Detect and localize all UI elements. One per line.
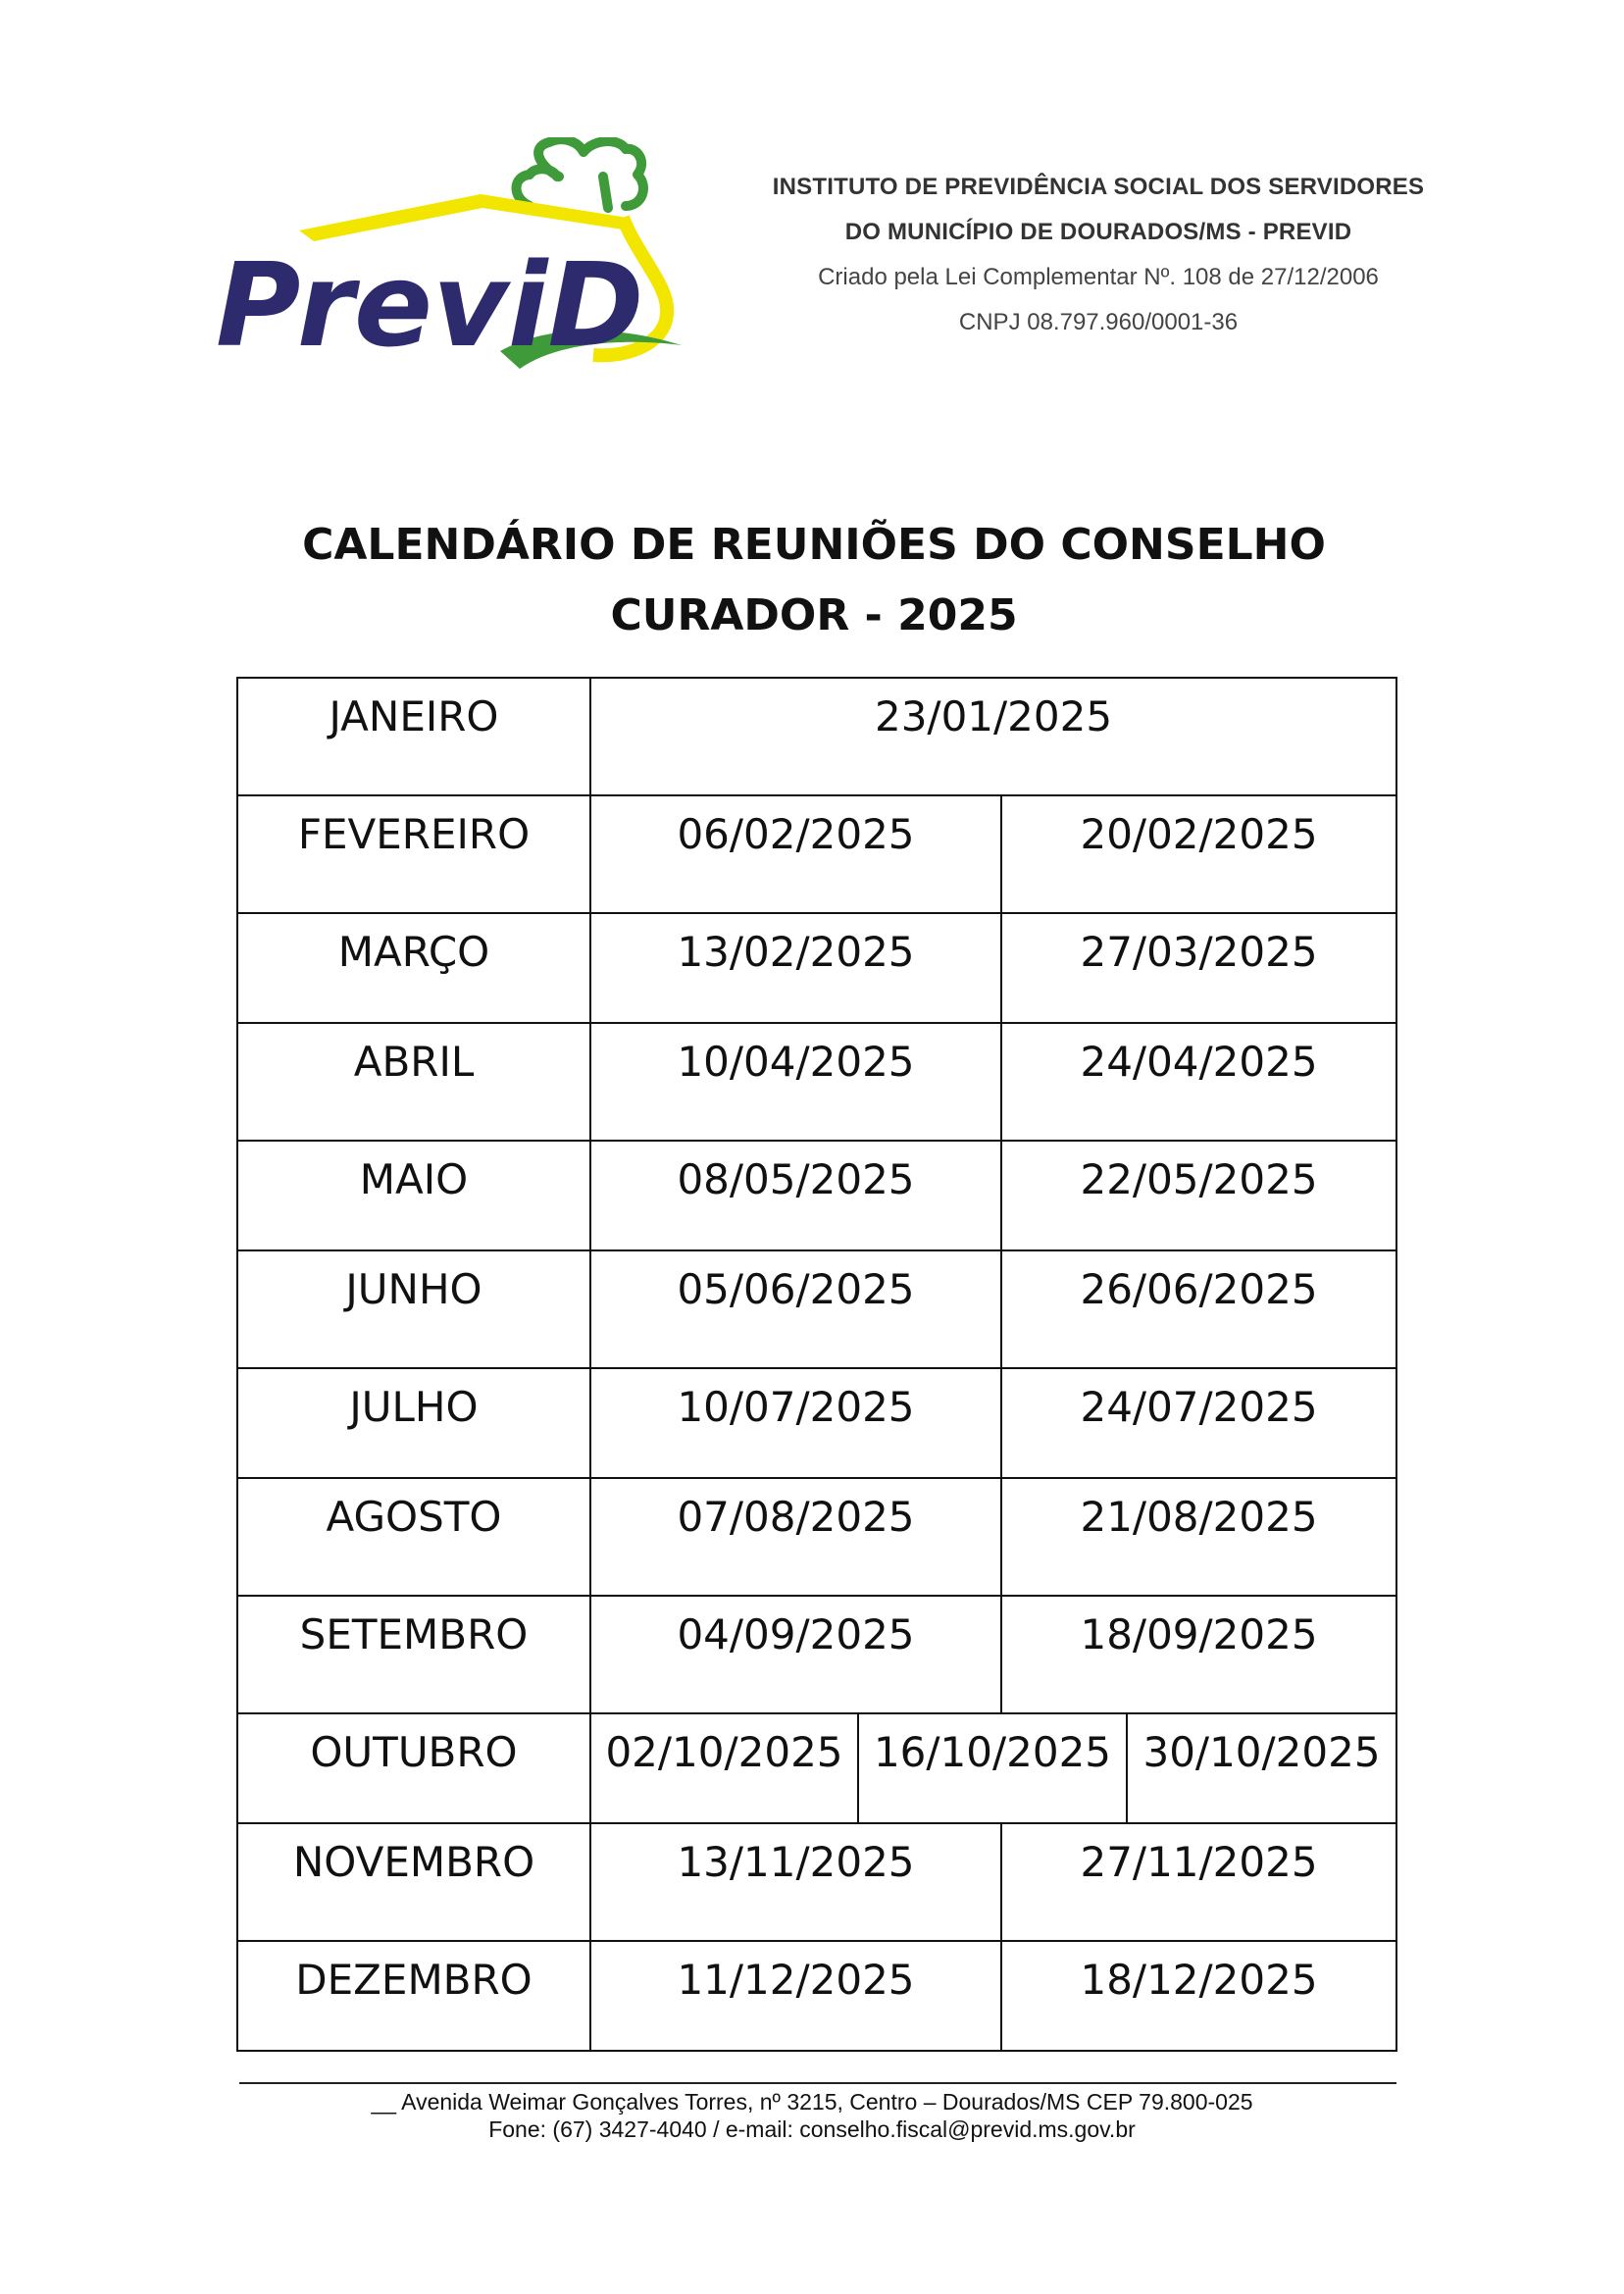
date-cell: 21/08/2025 (1001, 1478, 1396, 1596)
table-row (237, 1941, 1396, 2051)
month-cell: SETEMBRO (237, 1596, 590, 1713)
table-row (237, 1023, 1396, 1141)
table-row (237, 1368, 1396, 1478)
month-cell: DEZEMBRO (237, 1941, 590, 2051)
previd-logo (206, 137, 706, 373)
date-cell: 10/04/2025 (590, 1023, 1001, 1141)
date-cell: 27/11/2025 (1001, 1823, 1396, 1941)
month-cell: AGOSTO (237, 1478, 590, 1596)
date-cell: 11/12/2025 (590, 1941, 1001, 2051)
date-cell: 30/10/2025 (1127, 1713, 1396, 1823)
month-cell: NOVEMBRO (237, 1823, 590, 1941)
month-cell: MAIO (237, 1141, 590, 1250)
date-cell: 16/10/2025 (858, 1713, 1127, 1823)
logo-wordmark: PreviD (216, 237, 644, 373)
date-cell: 24/07/2025 (1001, 1368, 1396, 1478)
footer-contact: Fone: (67) 3427-4040 / e-mail: conselho.fiscal@previd.ms.gov.br (488, 2116, 1136, 2142)
date-cell: 08/05/2025 (590, 1141, 1001, 1250)
table-row (237, 1596, 1396, 1713)
date-cell: 23/01/2025 (590, 678, 1396, 795)
month-cell: JANEIRO (237, 678, 590, 795)
document-title (157, 510, 1471, 651)
table-row (237, 913, 1396, 1023)
table-row (237, 678, 1396, 795)
footer-divider (239, 2082, 1396, 2084)
date-cell: 06/02/2025 (590, 795, 1001, 913)
month-cell: MARÇO (237, 913, 590, 1023)
date-cell: 13/11/2025 (590, 1823, 1001, 1941)
date-cell: 02/10/2025 (590, 1713, 858, 1823)
title-line2: CURADOR - 2025 (610, 590, 1018, 640)
institution-header (745, 165, 1451, 345)
date-cell: 24/04/2025 (1001, 1023, 1396, 1141)
month-cell: FEVEREIRO (237, 795, 590, 913)
date-cell: 07/08/2025 (590, 1478, 1001, 1596)
month-cell: OUTUBRO (237, 1713, 590, 1823)
date-cell: 18/12/2025 (1001, 1941, 1396, 2051)
month-cell: ABRIL (237, 1023, 590, 1141)
footer-address: __ Avenida Weimar Gonçalves Torres, nº 3215, Centro – Dourados/MS CEP 79.800-025 (371, 2089, 1253, 2115)
title-line1: CALENDÁRIO DE REUNIÕES DO CONSELHO (302, 520, 1326, 570)
table-row (237, 1823, 1396, 1941)
date-cell: 18/09/2025 (1001, 1596, 1396, 1713)
table-row (237, 1141, 1396, 1250)
date-cell: 27/03/2025 (1001, 913, 1396, 1023)
institution-name-line1: INSTITUTO DE PREVIDÊNCIA SOCIAL DOS SERVIDORES (772, 174, 1425, 200)
date-cell: 13/02/2025 (590, 913, 1001, 1023)
meeting-calendar-table (236, 677, 1397, 2052)
date-cell: 20/02/2025 (1001, 795, 1396, 913)
table-row (237, 1713, 1396, 1823)
table-row (237, 1478, 1396, 1596)
date-cell: 10/07/2025 (590, 1368, 1001, 1478)
law-reference: Criado pela Lei Complementar Nº. 108 de 27/12/2006 (818, 264, 1379, 290)
date-cell: 05/06/2025 (590, 1250, 1001, 1368)
table-row (237, 1250, 1396, 1368)
table-row (237, 795, 1396, 913)
cnpj: CNPJ 08.797.960/0001-36 (958, 309, 1239, 335)
institution-name-line2: DO MUNICÍPIO DE DOURADOS/MS - PREVID (844, 219, 1352, 245)
month-cell: JULHO (237, 1368, 590, 1478)
date-cell: 04/09/2025 (590, 1596, 1001, 1713)
date-cell: 26/06/2025 (1001, 1250, 1396, 1368)
date-cell: 22/05/2025 (1001, 1141, 1396, 1250)
month-cell: JUNHO (237, 1250, 590, 1368)
